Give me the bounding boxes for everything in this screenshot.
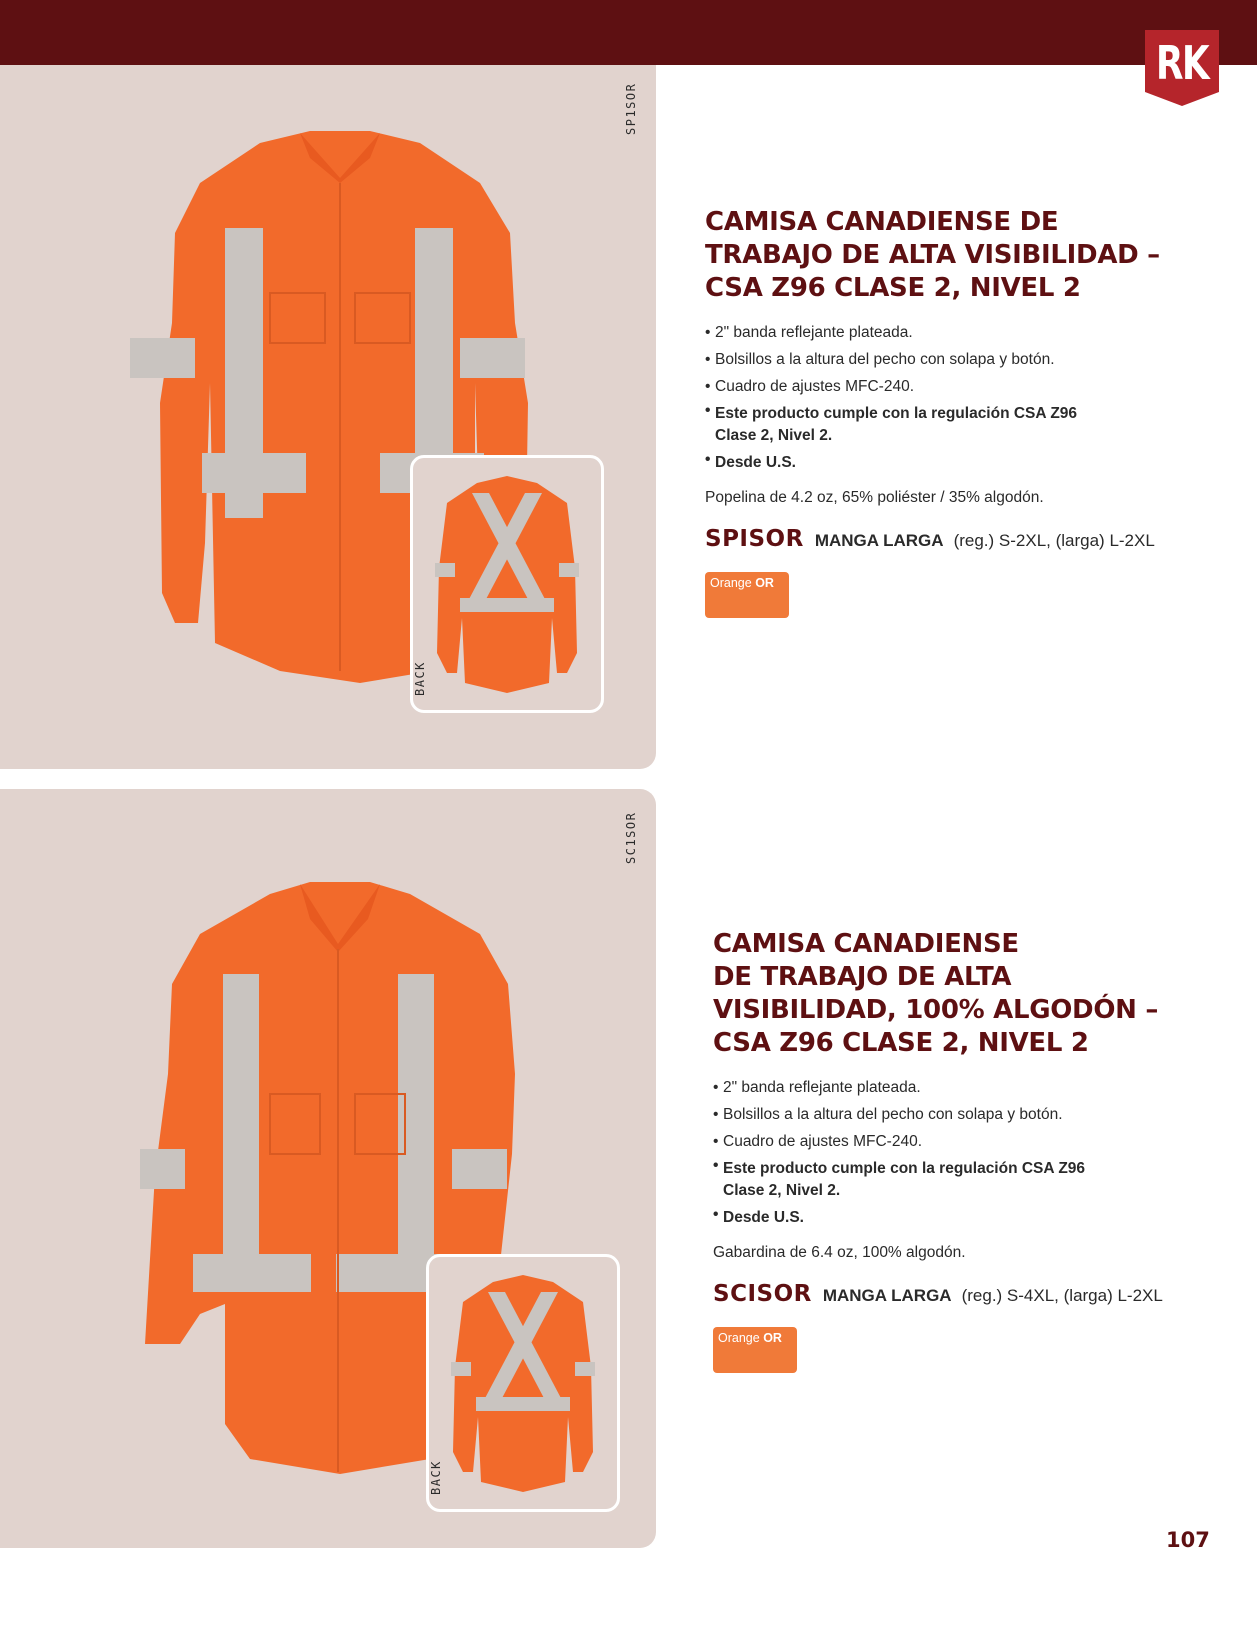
color-swatch[interactable] [705,572,789,618]
product-info-2 [713,928,1233,1373]
title-line: TRABAJO DE ALTA VISIBILIDAD – [705,240,1160,270]
feature-item: • Cuadro de ajustes MFC-240. [705,373,1225,400]
fabric-description: Gabardina de 6.4 oz, 100% algodón. [713,1244,966,1261]
product-image-panel-1 [0,65,656,769]
color-swatch[interactable] [713,1327,797,1373]
swatch-color-name: Orange [718,1331,760,1345]
back-view-label: BACK [413,661,427,696]
sleeve-type: MANGA LARGA [814,531,944,550]
logo-text: RK [1155,36,1209,90]
swatch-color-name: Orange [710,576,752,590]
feature-item: • 2" banda reflejante plateada. [713,1074,1233,1101]
feature-item-bold: • Este producto cumple con la regulación CSA Z96 Clase 2, Nivel 2. [713,1155,1113,1204]
fabric-description: Popelina de 4.2 oz, 65% poliéster / 35% algodón. [705,489,1044,506]
product-info-1 [705,206,1225,618]
shirt-back-image [443,1267,603,1497]
style-line [713,1281,1233,1307]
back-view-label: BACK [429,1460,443,1495]
feature-item: • Cuadro de ajustes MFC-240. [713,1128,1233,1155]
feature-item: • Bolsillos a la altura del pecho con solapa y botón. [713,1101,1233,1128]
feature-item: • Bolsillos a la altura del pecho con solapa y botón. [705,346,1225,373]
feature-item-bold: • Este producto cumple con la regulación CSA Z96 Clase 2, Nivel 2. [705,400,1105,449]
feature-item-bold: • Desde U.S. [705,449,1225,476]
sleeve-type: MANGA LARGA [822,1286,952,1305]
feature-list [705,319,1225,476]
feature-list [713,1074,1233,1231]
swatch-color-code: OR [755,576,774,590]
product-title [713,928,1233,1060]
back-view-frame [410,455,604,713]
product-image-panel-2 [0,789,656,1548]
size-range: (reg.) S-2XL, (larga) L-2XL [953,531,1155,550]
style-code: SCISOR [713,1281,812,1307]
style-code: SPISOR [705,526,804,552]
title-line: DE TRABAJO DE ALTA [713,962,1012,992]
product-title [705,206,1225,305]
size-range: (reg.) S-4XL, (larga) L-2XL [961,1286,1163,1305]
shirt-back-image [427,468,587,698]
title-line: CSA Z96 CLASE 2, NIVEL 2 [713,1028,1089,1058]
style-line [705,526,1225,552]
title-line: VISIBILIDAD, 100% ALGODÓN – [713,995,1159,1025]
back-view-frame [426,1254,620,1512]
title-line: CAMISA CANADIENSE DE [705,207,1059,237]
sku-vertical-label: SC1SOR [624,811,638,864]
sku-vertical-label: SP1SOR [624,82,638,135]
rk-logo[interactable] [1145,30,1219,106]
swatch-color-code: OR [763,1331,782,1345]
top-banner [0,0,1257,65]
feature-item-bold: • Desde U.S. [713,1204,1233,1231]
page-number: 107 [1166,1528,1210,1552]
feature-item: • 2" banda reflejante plateada. [705,319,1225,346]
title-line: CSA Z96 CLASE 2, NIVEL 2 [705,273,1081,303]
title-line: CAMISA CANADIENSE [713,929,1019,959]
